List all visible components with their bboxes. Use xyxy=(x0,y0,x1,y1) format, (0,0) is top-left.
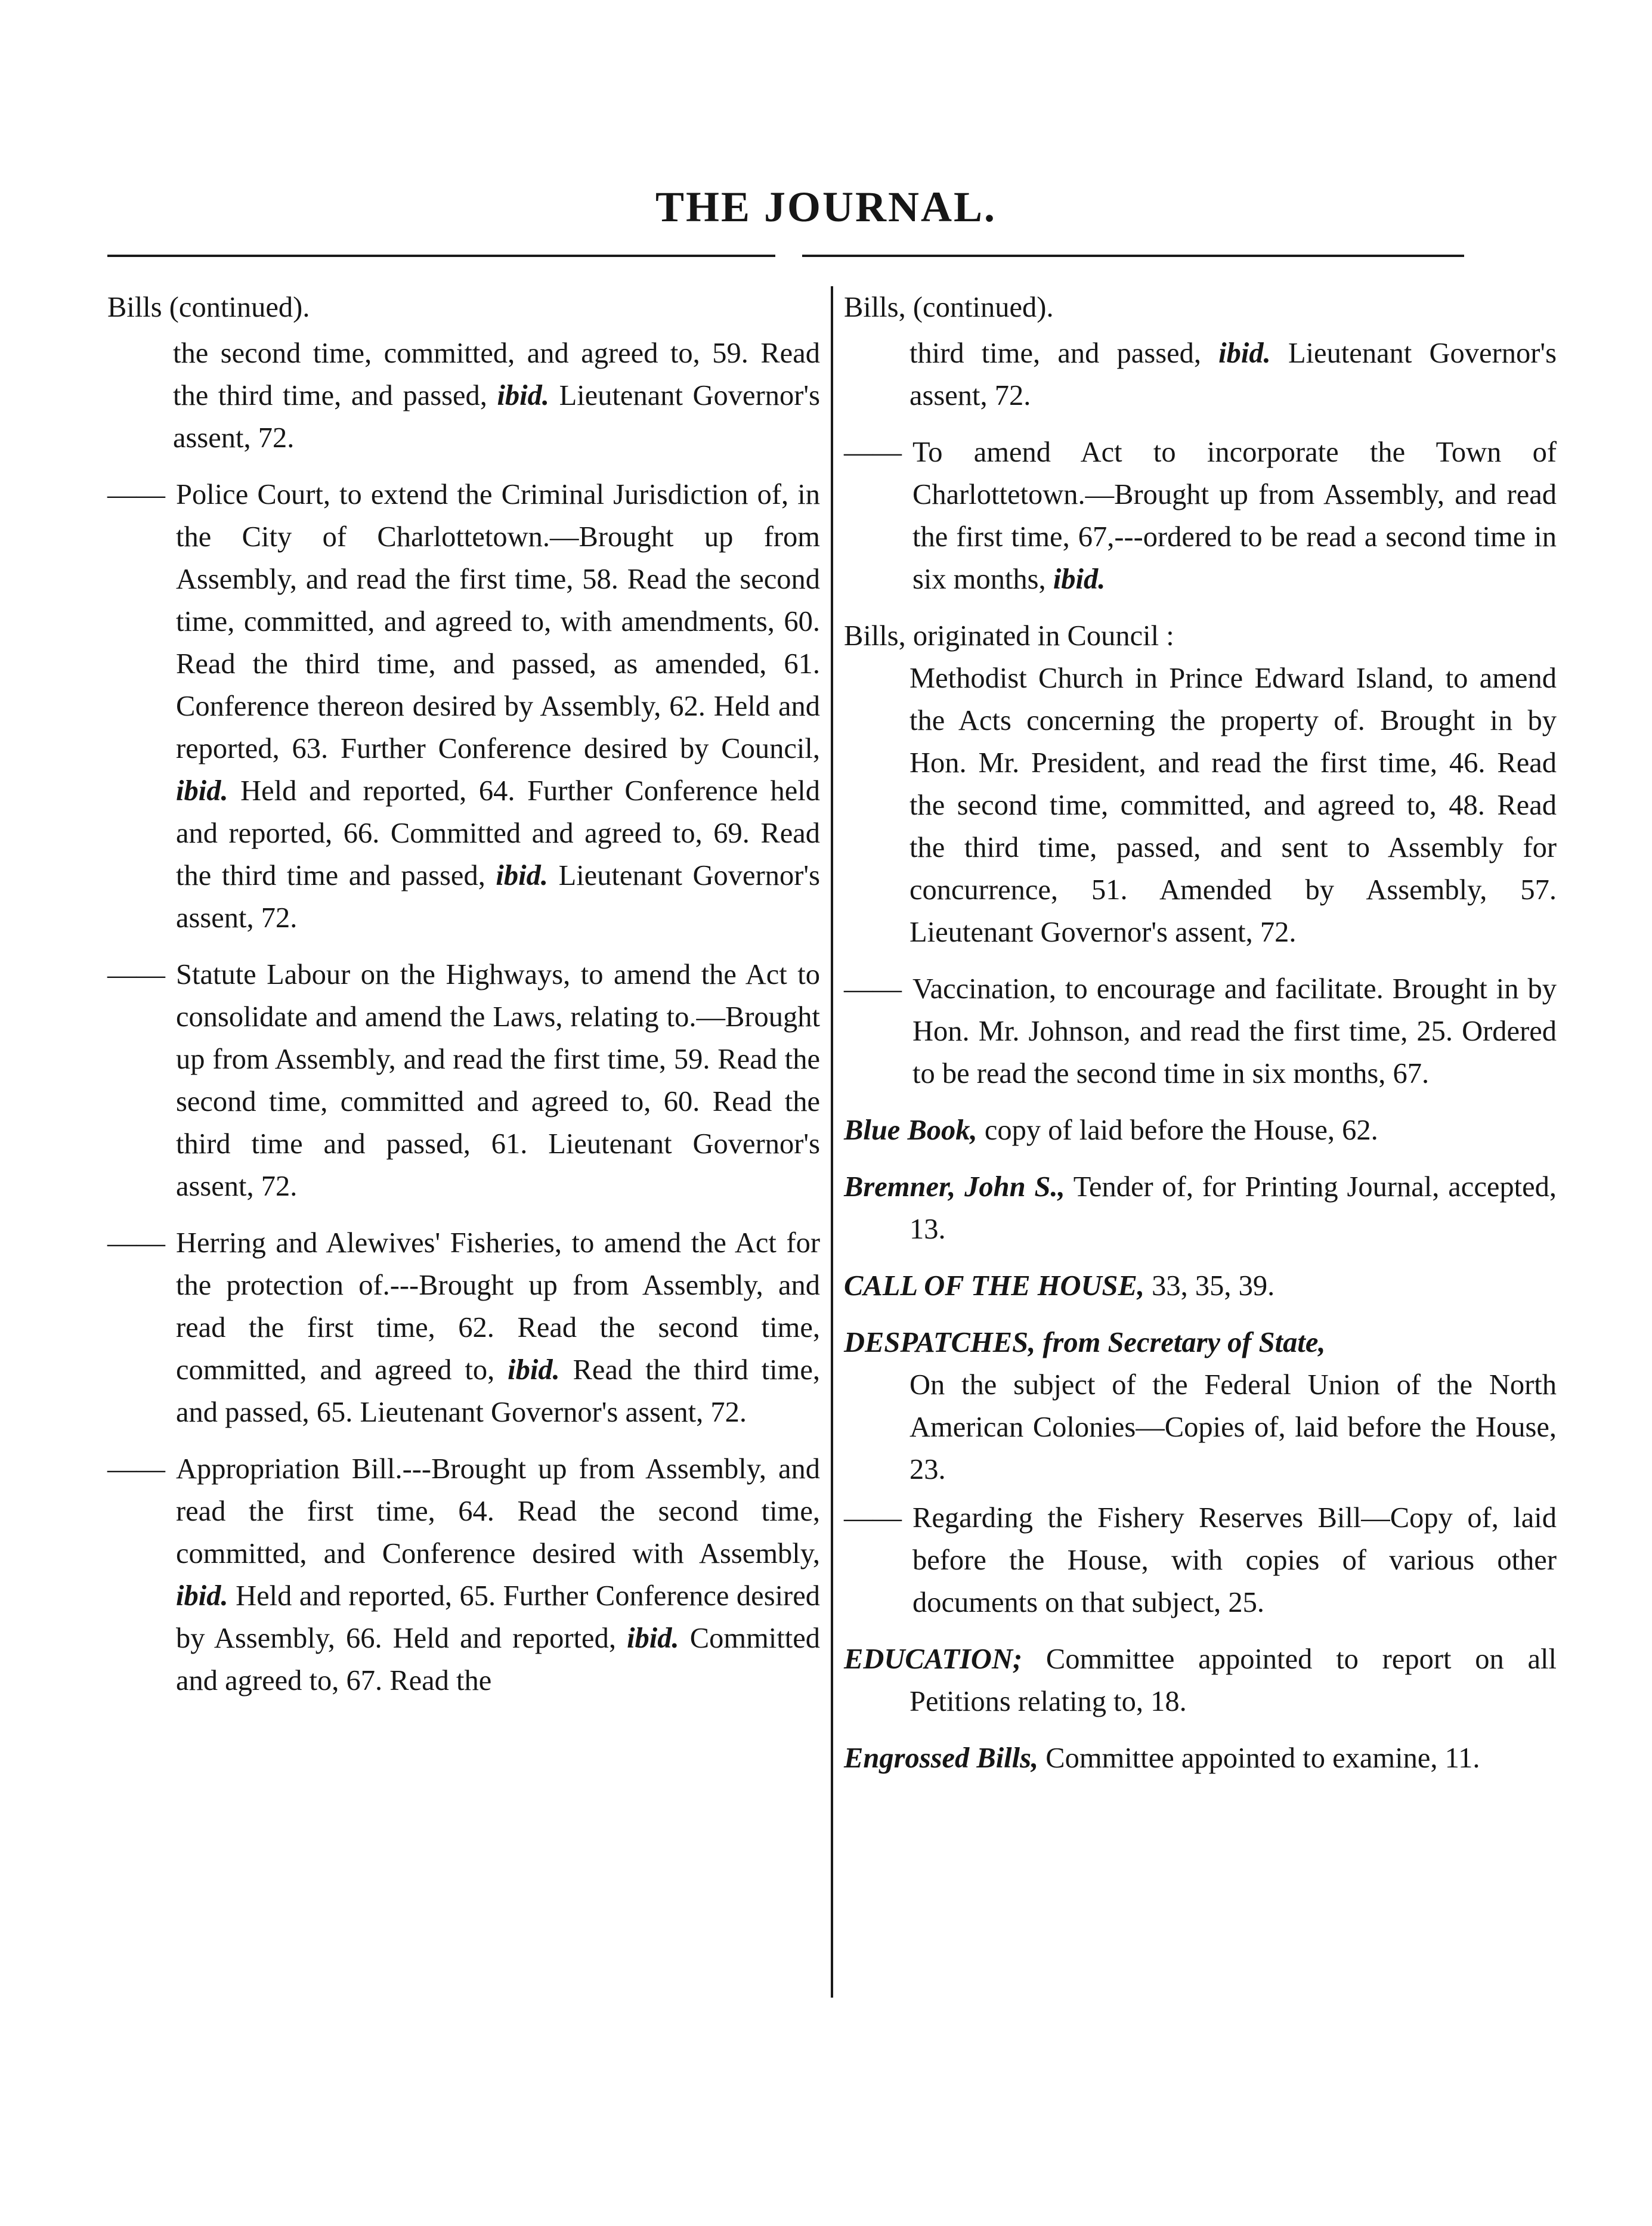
index-entry xyxy=(844,332,1557,417)
entry-text: 33, 35, 39. xyxy=(1152,1270,1275,1302)
index-entry xyxy=(909,657,1557,953)
entry-text: Committee appointed to report on all Petitions relating to, 18. xyxy=(909,1643,1557,1717)
index-entry xyxy=(844,1166,1557,1250)
index-entry xyxy=(107,953,820,1208)
entry-text: Police Court, to extend the Criminal Jurisdiction of, in the City of Charlottetown.—Brought up from Assembly, and read the first time, 58. Read the second time, committed, and agreed to, with amendments, 60. Read the third time, and passed, as amended, 61. Conference thereon desired by Assembly, 62. Held and reported, 63. Further Conference desired by Council, ibid. Held and reported, 64. Further Conference held and reported, 66. Committed and agreed to, 69. Read the third time and passed, ibid. Lieutenant Governor's assent, 72. xyxy=(176,479,820,934)
entry-text: Methodist Church in Prince Edward Island, to amend the Acts concerning the property of. Brought in by Hon. Mr. President, and read the first time, 46. Read the second time, committed, and agreed to, 48. Read the third time, passed, and sent to Assembly for concurrence, 51. Amended by Assembly, 57. Lieutenant Governor's assent, 72. xyxy=(909,662,1557,948)
entry-head: Bremner, John S., xyxy=(844,1171,1065,1203)
index-heading: Bills, originated in Council : xyxy=(844,620,1174,652)
index-entry xyxy=(844,1638,1557,1723)
index-entry xyxy=(844,431,1557,600)
entry-text: Appropriation Bill.---Brought up from Assembly, and read the first time, 64. Read the second time, committed, and Conference desired with Assembly, ibid. Held and reported, 65. Further Conference desired by Assembly, 66. Held and reported, ibid. Committed and agreed to, 67. Read the xyxy=(176,1453,820,1696)
index-entry xyxy=(844,968,1557,1095)
left-column-heading: Bills (continued). xyxy=(107,292,310,323)
entry-text: copy of laid before the House, 62. xyxy=(984,1114,1378,1146)
entry-dash: —— xyxy=(844,436,902,468)
entry-text: Regarding the Fishery Reserves Bill—Copy of, laid before the House, with copies of various other documents on that subject, 25. xyxy=(912,1502,1557,1618)
right-column-heading: Bills, (continued). xyxy=(844,292,1054,323)
entry-text: third time, and passed, ibid. Lieutenant Governor's assent, 72. xyxy=(909,338,1557,411)
entry-head: EDUCATION; xyxy=(844,1643,1023,1675)
index-entry xyxy=(844,1109,1557,1151)
column-divider xyxy=(831,286,833,1998)
index-entry xyxy=(107,332,820,459)
entry-text: Statute Labour on the Highways, to amend the Act to consolidate and amend the Laws, relating to.—Brought up from Assembly, and read the first time, 59. Read the second time, committed and agreed to, 60. Read the third time and passed, 61. Lieutenant Governor's assent, 72. xyxy=(176,959,820,1202)
entry-dash: —— xyxy=(844,973,902,1005)
entry-text: Herring and Alewives' Fisheries, to amend the Act for the protection of.---Brought up from Assembly, and read the first time, 62. Read the second time, committed, and agreed to, ibid. Read the third time, and passed, 65. Lieutenant Governor's assent, 72. xyxy=(176,1227,820,1428)
page-title: THE JOURNAL. xyxy=(655,183,997,231)
header-rule-left xyxy=(107,255,775,257)
right-column xyxy=(844,286,1557,1794)
header-rule-right xyxy=(802,255,1464,257)
index-entry xyxy=(107,1448,820,1702)
entry-dash: —— xyxy=(107,1453,165,1485)
entry-head: DESPATCHES, from Secretary of State, xyxy=(844,1327,1326,1358)
entry-head: Blue Book, xyxy=(844,1114,977,1146)
entry-head: CALL OF THE HOUSE, xyxy=(844,1270,1144,1302)
entry-text: On the subject of the Federal Union of the North American Colonies—Copies of, laid before the House, 23. xyxy=(909,1369,1557,1485)
entry-dash: —— xyxy=(107,479,165,510)
entry-text: To amend Act to incorporate the Town of Charlottetown.—Brought up from Assembly, and read the first time, 67,---ordered to be read a second time in six months, ibid. xyxy=(912,436,1557,595)
entry-text: the second time, committed, and agreed to, 59. Read the third time, and passed, ibid. Lieutenant Governor's assent, 72. xyxy=(173,338,820,454)
entry-dash: —— xyxy=(844,1502,902,1534)
index-entry xyxy=(909,1364,1557,1491)
index-heading xyxy=(844,1321,1557,1364)
entry-text: Tender of, for Printing Journal, accepted, 13. xyxy=(909,1171,1557,1245)
index-entry xyxy=(107,1222,820,1434)
index-entry xyxy=(844,1497,1557,1624)
index-entry xyxy=(844,1265,1557,1307)
entry-dash: —— xyxy=(107,959,165,990)
entry-head: Engrossed Bills, xyxy=(844,1742,1039,1774)
entry-text: Vaccination, to encourage and facilitate. Brought in by Hon. Mr. Johnson, and read the first time, 25. Ordered to be read the second time in six months, 67. xyxy=(912,973,1557,1089)
index-entry xyxy=(844,1737,1557,1779)
left-column xyxy=(107,286,820,1716)
index-entry xyxy=(107,473,820,939)
entry-dash: —— xyxy=(107,1227,165,1259)
entry-text: Committee appointed to examine, 11. xyxy=(1045,1742,1480,1774)
